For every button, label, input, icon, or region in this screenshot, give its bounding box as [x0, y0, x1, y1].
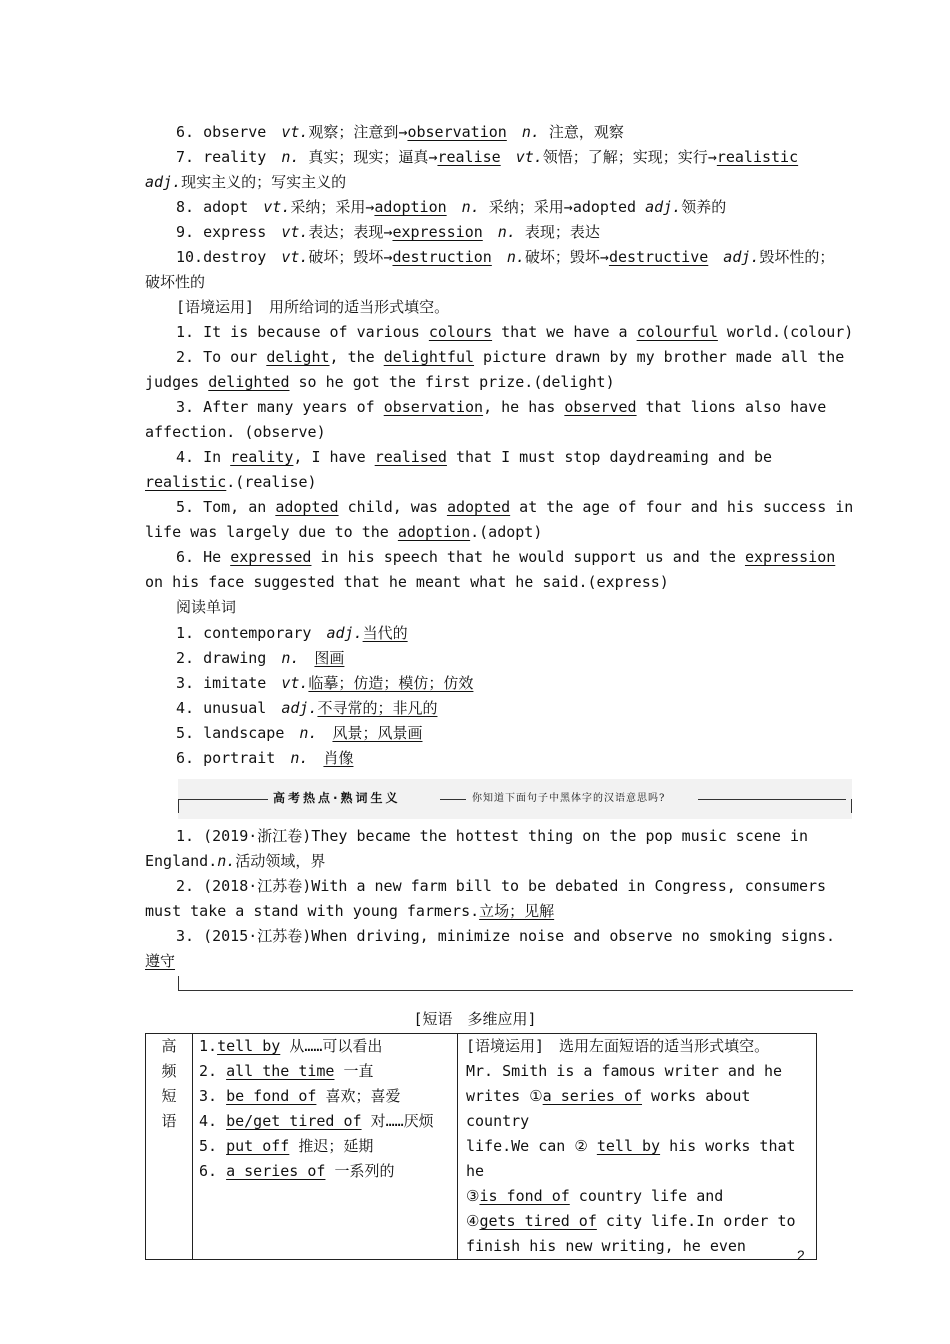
phrase-item: 5. put off 推迟；延期 — [199, 1137, 374, 1155]
word-entry: 8. adopt vt.采纳；采用→adoption n. 采纳；采用→adopted adj.领养的 — [176, 198, 727, 216]
exercise-line: 5. Tom, an adopted child, was adopted at the age of four and his success in — [176, 498, 854, 516]
side-label: 高 频 短 语 — [146, 1034, 193, 1260]
word-entry: 10.destroy vt.破坏；毁坏→destruction n.破坏；毁坏→destructive adj.毁坏性的； — [176, 248, 835, 266]
exercise-line: judges delighted so he got the first prize.(delight) — [145, 373, 615, 391]
gaokao-item: England.n.活动领域，界 — [145, 852, 326, 870]
exercise-line: 2. To our delight, the delightful picture drawn by my brother made all the — [176, 348, 845, 366]
reading-word: 4. unusual adj.不寻常的；非凡的 — [176, 699, 438, 717]
word-entry: 7. reality n. 真实；现实；逼真→realise vt.领悟；了解；实现；实行→realistic — [176, 148, 799, 166]
exercise-line: 1. It is because of various colours that we have a colourful world.(colour) — [176, 323, 854, 341]
word-entry-continuation: adj.现实主义的；写实主义的 — [145, 173, 347, 191]
word-entry-continuation: 破坏性的 — [145, 273, 206, 291]
reading-word: 6. portrait n. 肖像 — [176, 749, 354, 767]
banner-rule-mid — [440, 799, 466, 800]
phrase-table — [145, 1033, 817, 1260]
phrase-context: [语境运用] 选用左面短语的适当形式填空。 Mr. Smith is a famous writer and he writes ①a series of works about country life.We can ② tell by his works that he ③is fond of country life and ④gets tired of city life.In order to finish his new writing, he even — [458, 1034, 817, 1260]
phrase-item: 6. a series of 一系列的 — [199, 1162, 395, 1180]
gaokao-item: 1. (2019·浙江卷)They became the hottest thing on the pop music scene in — [176, 827, 808, 845]
banner-rule-right — [698, 799, 846, 800]
reading-word: 3. imitate vt.临摹；仿造；模仿；仿效 — [176, 674, 474, 692]
exercise-line: 6. He expressed in his speech that he would support us and the expression — [176, 548, 836, 566]
reading-word: 5. landscape n. 风景；风景画 — [176, 724, 423, 742]
exercise-line: 3. After many years of observation, he has observed that lions also have — [176, 398, 827, 416]
banner-corner — [178, 799, 187, 813]
banner-bottom-rule — [178, 976, 853, 991]
phrases-title: [短语 多维应用] — [413, 1010, 537, 1028]
banner-corner — [843, 799, 852, 813]
phrase-item: 2. all the time 一直 — [199, 1062, 374, 1080]
banner-title: 高考热点·熟词生义 — [273, 791, 401, 805]
gaokao-item: 2. (2018·江苏卷)With a new farm bill to be debated in Congress, consumers — [176, 877, 827, 895]
exercise-line: affection. (observe) — [145, 423, 326, 441]
word-entry: 9. express vt.表达；表现→expression n. 表现；表达 — [176, 223, 600, 241]
reading-word: 2. drawing n. 图画 — [176, 649, 345, 667]
exercise-line: life was largely due to the adoption.(adopt) — [145, 523, 543, 541]
banner-rule-left — [178, 799, 268, 800]
page-number: 2 — [797, 1247, 805, 1263]
exercise-line: 4. In reality, I have realised that I must stop daydreaming and be — [176, 448, 773, 466]
phrase-item: 1.tell by 从……可以看出 — [199, 1037, 383, 1055]
gaokao-item: must take a stand with young farmers.立场；见解 — [145, 902, 555, 920]
banner-subtitle: 你知道下面句子中黑体字的汉语意思吗? — [472, 793, 666, 804]
reading-word: 1. contemporary adj.当代的 — [176, 624, 408, 642]
gaokao-item: 遵守 — [145, 952, 176, 970]
exercise-line: on his face suggested that he meant what he said.(express) — [145, 573, 669, 591]
word-entry: 6. observe vt.观察；注意到→observation n. 注意，观察 — [176, 123, 624, 141]
exercise-line: realistic.(realise) — [145, 473, 317, 491]
phrase-list — [193, 1034, 458, 1260]
phrase-item: 4. be/get tired of 对……厌烦 — [199, 1112, 434, 1130]
gaokao-item: 3. (2015·江苏卷)When driving, minimize noise and observe no smoking signs. — [176, 927, 836, 945]
reading-heading: 阅读单词 — [176, 598, 237, 616]
phrase-item: 3. be fond of 喜欢；喜爱 — [199, 1087, 401, 1105]
context-heading: [语境运用] 用所给词的适当形式填空。 — [176, 298, 450, 316]
